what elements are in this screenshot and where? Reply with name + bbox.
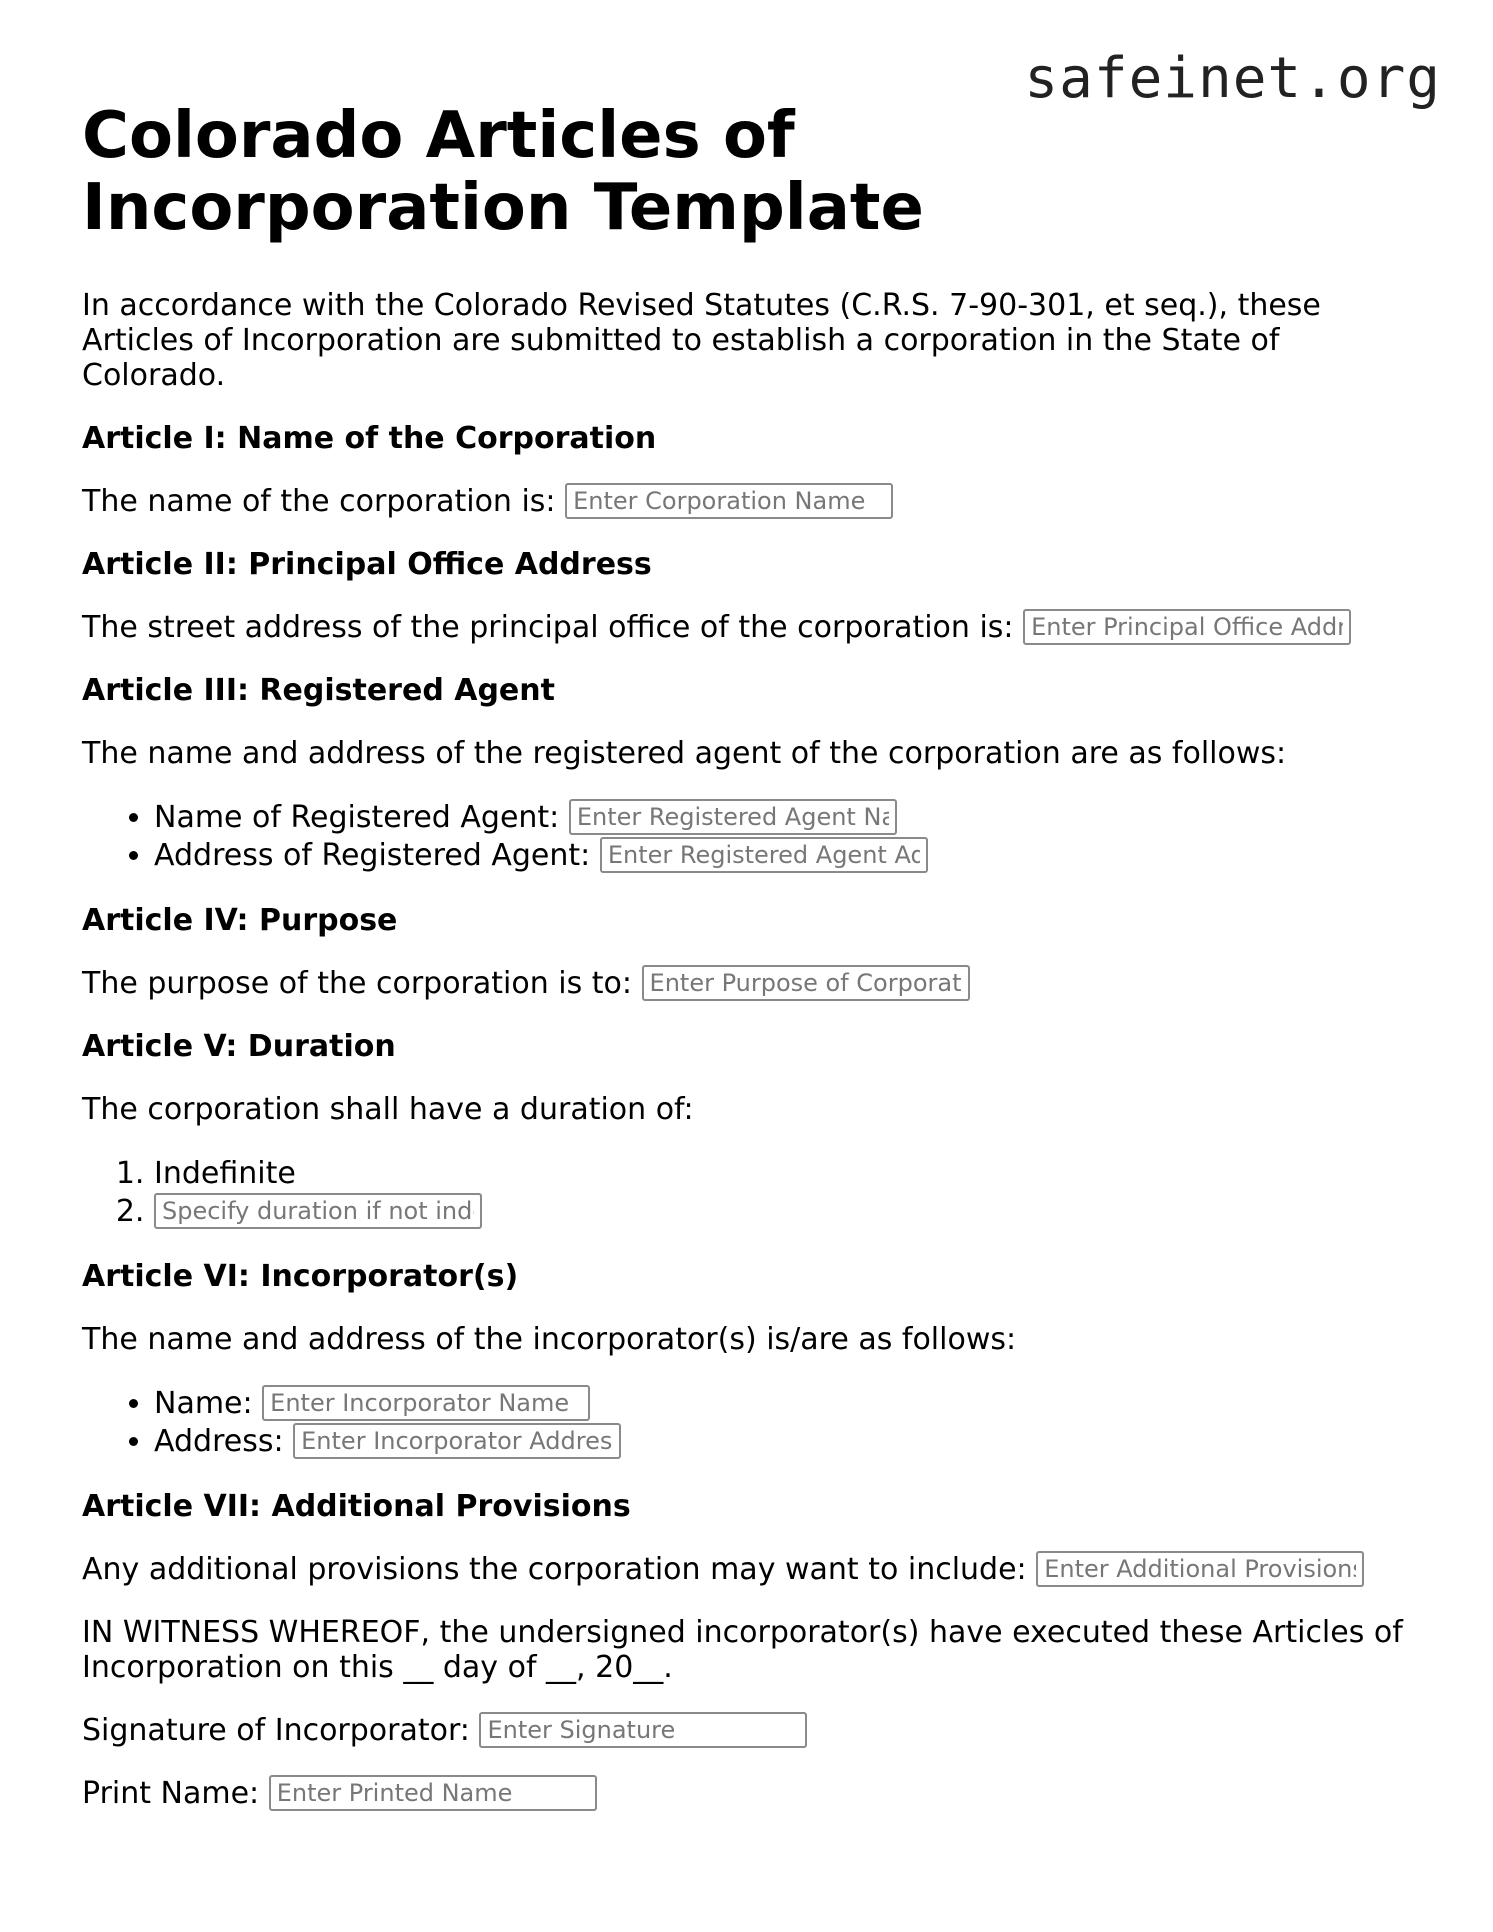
article-1-text: The name of the corporation is: — [82, 484, 556, 519]
article-5-text: The corporation shall have a duration of: — [82, 1092, 694, 1127]
list-item — [154, 837, 1422, 875]
article-7-text: Any additional provisions the corporation may want to include: — [82, 1552, 1027, 1587]
list-item — [154, 799, 1422, 837]
document-content — [82, 100, 1422, 1839]
duration-list — [82, 1155, 1422, 1231]
additional-provisions-input[interactable] — [1036, 1551, 1364, 1587]
registered-agent-list — [82, 799, 1422, 875]
article-2-paragraph — [82, 610, 1422, 645]
registered-agent-name-input[interactable] — [569, 799, 897, 835]
incorporator-list — [82, 1385, 1422, 1461]
article-3-text: The name and address of the registered agent of the corporation are as follows: — [82, 736, 1287, 771]
incorporator-name-label: Name: — [154, 1386, 253, 1421]
article-1-paragraph — [82, 484, 1422, 519]
page-title: Colorado Articles of Incorporation Template — [82, 99, 924, 245]
registered-agent-address-input[interactable] — [600, 837, 928, 873]
corporation-name-input[interactable] — [565, 483, 893, 519]
article-6-heading: Article VI: Incorporator(s) — [82, 1259, 519, 1294]
list-item — [154, 1155, 1422, 1193]
registered-agent-name-label: Name of Registered Agent: — [154, 800, 560, 835]
intro-paragraph: In accordance with the Colorado Revised Statutes (C.R.S. 7-90-301, et seq.), these Articles of Incorporation are submitted to establish a corporation in the State of Colorado. — [82, 288, 1321, 393]
signature-label: Signature of Incorporator: — [82, 1713, 470, 1748]
print-name-input[interactable] — [269, 1775, 597, 1811]
list-item — [154, 1193, 1422, 1231]
witness-paragraph: IN WITNESS WHEREOF, the undersigned incorporator(s) have executed these Articles of Incorporation on this __ day of __, 20__. — [82, 1615, 1403, 1685]
duration-input[interactable] — [154, 1193, 482, 1229]
article-1-heading: Article I: Name of the Corporation — [82, 421, 657, 456]
registered-agent-address-label: Address of Registered Agent: — [154, 838, 591, 873]
purpose-input[interactable] — [642, 965, 970, 1001]
article-5-heading: Article V: Duration — [82, 1029, 396, 1064]
article-2-heading: Article II: Principal Office Address — [82, 547, 652, 582]
watermark: safeinet.org — [1024, 46, 1441, 111]
principal-office-address-input[interactable] — [1023, 609, 1351, 645]
incorporator-address-input[interactable] — [293, 1423, 621, 1459]
signature-paragraph — [82, 1713, 1422, 1748]
article-4-text: The purpose of the corporation is to: — [82, 966, 632, 1001]
list-item — [154, 1423, 1422, 1461]
article-7-heading: Article VII: Additional Provisions — [82, 1489, 631, 1524]
incorporator-name-input[interactable] — [262, 1385, 590, 1421]
article-2-text: The street address of the principal office of the corporation is: — [82, 610, 1014, 645]
duration-option-indefinite: Indefinite — [154, 1156, 296, 1191]
print-name-paragraph — [82, 1776, 1422, 1811]
signature-input[interactable] — [479, 1712, 807, 1748]
print-name-label: Print Name: — [82, 1776, 260, 1811]
article-7-paragraph — [82, 1552, 1422, 1587]
article-3-heading: Article III: Registered Agent — [82, 673, 555, 708]
incorporator-address-label: Address: — [154, 1424, 284, 1459]
article-4-paragraph — [82, 966, 1422, 1001]
article-6-text: The name and address of the incorporator(s) is/are as follows: — [82, 1322, 1017, 1357]
list-item — [154, 1385, 1422, 1423]
article-4-heading: Article IV: Purpose — [82, 903, 398, 938]
